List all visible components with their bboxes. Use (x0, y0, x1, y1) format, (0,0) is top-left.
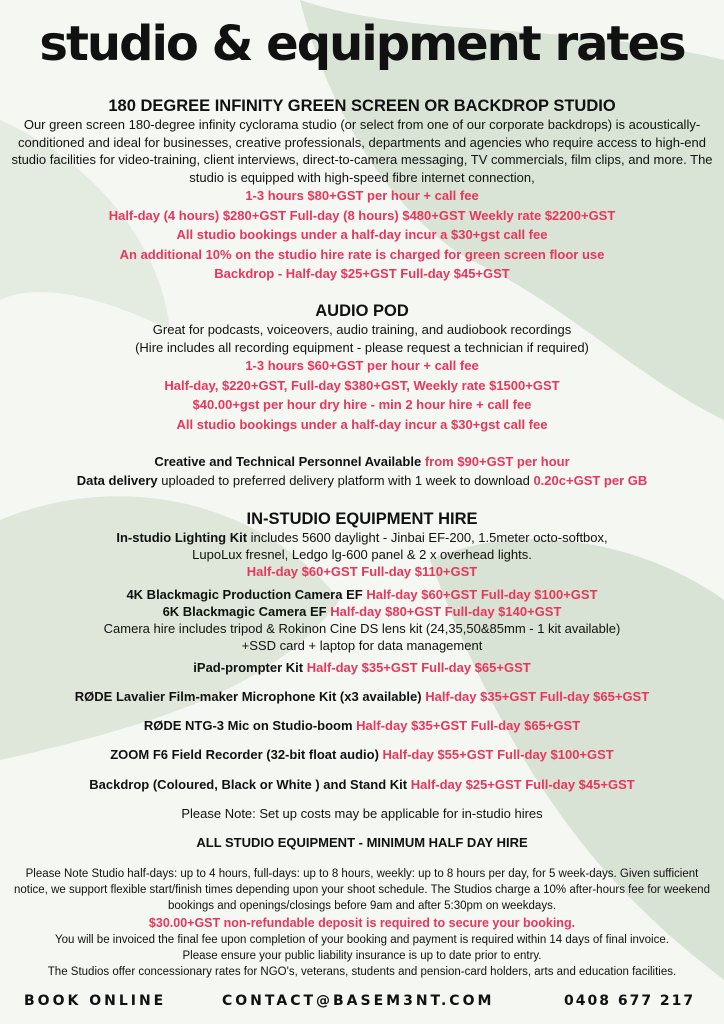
audio-line: Great for podcasts, voiceovers, audio training, and audiobook recordings (152, 322, 572, 337)
equipment-item (8, 776, 716, 793)
studio-rate: 1-3 hours $80+GST per hour + call fee (245, 188, 479, 203)
audio-rate: 1-3 hours $60+GST per hour + call fee (245, 358, 479, 373)
minimum-hire-note: ALL STUDIO EQUIPMENT - MINIMUM HALF DAY HIRE (196, 835, 528, 850)
setup-note: Please Note: Set up costs may be applicable for in-studio hires (181, 806, 543, 821)
lighting-kit-desc2: LupoLux fresnel, Ledgo lg-600 panel & 2 x overhead lights. (192, 547, 532, 562)
equipment-heading: IN-STUDIO EQUIPMENT HIRE (246, 510, 478, 528)
equipment-item-rate: Half-day $35+GST Full-day $65+GST (356, 718, 581, 733)
insurance-note: Please ensure your public liability insurance is up to date prior to entry. (182, 950, 542, 962)
personnel-section (8, 452, 716, 490)
equipment-item (8, 688, 716, 705)
hours-note: Please Note Studio half-days: up to 4 hours, full-days: up to 8 hours, weekly: up to 8 hours per day, for 5 week-days. Given sufficient notice, we support flexible start/finish times depending upon your shoot schedule. The Studios charge a 10% after-hours fee for weekend bookings and openings/closings before 9am and after 5:30pm on weekdays. (14, 868, 710, 912)
camera-note: Camera hire includes tripod & Rokinon Cine DS lens kit (24,35,50&85mm - 1 kit available) (103, 621, 621, 636)
camera-6k-name: 6K Blackmagic Camera EF (162, 604, 327, 619)
camera-note: +SSD card + laptop for data management (241, 638, 483, 653)
personnel-line (8, 452, 716, 471)
equipment-item-rate: Half-day $25+GST Full-day $45+GST (410, 777, 635, 792)
camera-4k-name: 4K Blackmagic Production Camera EF (126, 587, 363, 602)
studio-heading: 180 DEGREE INFINITY GREEN SCREEN OR BACKDROP STUDIO (108, 97, 616, 115)
deposit-note: $30.00+GST non-refundable deposit is required to secure your booking. (148, 916, 576, 930)
book-online-link[interactable]: BOOK ONLINE (24, 993, 167, 1009)
audio-line: (Hire includes all recording equipment - please request a technician if required) (135, 339, 589, 355)
equipment-item-name: RØDE NTG-3 Mic on Studio-boom (143, 718, 353, 733)
lighting-kit-name: In-studio Lighting Kit (116, 530, 248, 545)
audio-rate: $40.00+gst per hour dry hire - min 2 hour hire + call fee (192, 397, 532, 412)
camera-6k-rate: Half-day $80+GST Full-day $140+GST (330, 604, 562, 619)
studio-section (8, 96, 716, 284)
data-delivery-label: Data delivery (76, 473, 158, 488)
equipment-item-rate: Half-day $35+GST Full-day $65+GST (306, 660, 531, 675)
personnel-rate: from $90+GST per hour (424, 454, 570, 469)
lighting-kit-desc: includes 5600 daylight - Jinbai EF-200, 1.5meter octo-softbox, (250, 530, 608, 545)
data-delivery-rate: 0.20c+GST per GB (533, 473, 648, 488)
equipment-item (8, 717, 716, 734)
equipment-item-name: ZOOM F6 Field Recorder (32-bit float audio) (110, 747, 379, 762)
studio-rate: All studio bookings under a half-day incur a $30+gst call fee (176, 227, 548, 242)
data-delivery-text: uploaded to preferred delivery platform with 1 week to download (161, 473, 530, 488)
equipment-item-rate: Half-day $35+GST Full-day $65+GST (425, 689, 650, 704)
data-delivery-line (8, 471, 716, 490)
studio-description: Our green screen 180-degree infinity cyclorama studio (or select from one of our corporate backdrops) is acoustically-conditioned and ideal for businesses, creative professionals, departments and agencies who require access to high-end studio facilities for video-training, client interviews, direct-to-camera messaging, TV commercials, film clips, and more. The studio is equipped with high-speed fibre internet connection, (11, 117, 713, 185)
equipment-item (8, 746, 716, 763)
camera-6k-line (8, 603, 716, 620)
audio-rate: Half-day, $220+GST, Full-day $380+GST, Weekly rate $1500+GST (164, 377, 560, 393)
audio-heading: AUDIO POD (315, 302, 409, 320)
page-title: studio & equipment rates (39, 16, 685, 72)
equipment-section (8, 509, 716, 580)
equipment-item-rate: Half-day $55+GST Full-day $100+GST (382, 747, 614, 762)
concession-note: The Studios offer concessionary rates for NGO's, veterans, students and pension-card holders, arts and education facilities. (47, 966, 677, 978)
camera-section (8, 586, 716, 654)
audio-rate: All studio bookings under a half-day incur a $30+gst call fee (176, 416, 548, 432)
audio-section (8, 301, 716, 434)
lighting-kit-rate: Half-day $60+GST Full-day $110+GST (246, 564, 478, 579)
equipment-item-name: RØDE Lavalier Film-maker Microphone Kit (x3 available) (74, 689, 422, 704)
contact-email-link[interactable]: CONTACT@BASEM3NT.COM (222, 993, 495, 1009)
equipment-item (8, 659, 716, 676)
personnel-label: Creative and Technical Personnel Available (154, 454, 422, 469)
studio-rate: Half-day (4 hours) $280+GST Full-day (8 hours) $480+GST Weekly rate $2200+GST (108, 207, 616, 223)
terms-section (14, 866, 710, 980)
lighting-kit-line (8, 529, 716, 546)
invoice-note: You will be invoiced the final fee upon completion of your booking and payment is required within 14 days of final invoice. (55, 934, 669, 946)
equipment-item-name: iPad-prompter Kit (193, 660, 304, 675)
equipment-item-name: Backdrop (Coloured, Black or White ) and Stand Kit (89, 777, 408, 792)
studio-rate: An additional 10% on the studio hire rate is charged for green screen floor use (119, 246, 605, 262)
camera-4k-rate: Half-day $60+GST Full-day $100+GST (366, 587, 598, 602)
studio-rate: Backdrop - Half-day $25+GST Full-day $45+GST (214, 266, 510, 281)
camera-4k-line (8, 586, 716, 603)
phone-number[interactable]: 0408 677 217 (564, 993, 696, 1009)
